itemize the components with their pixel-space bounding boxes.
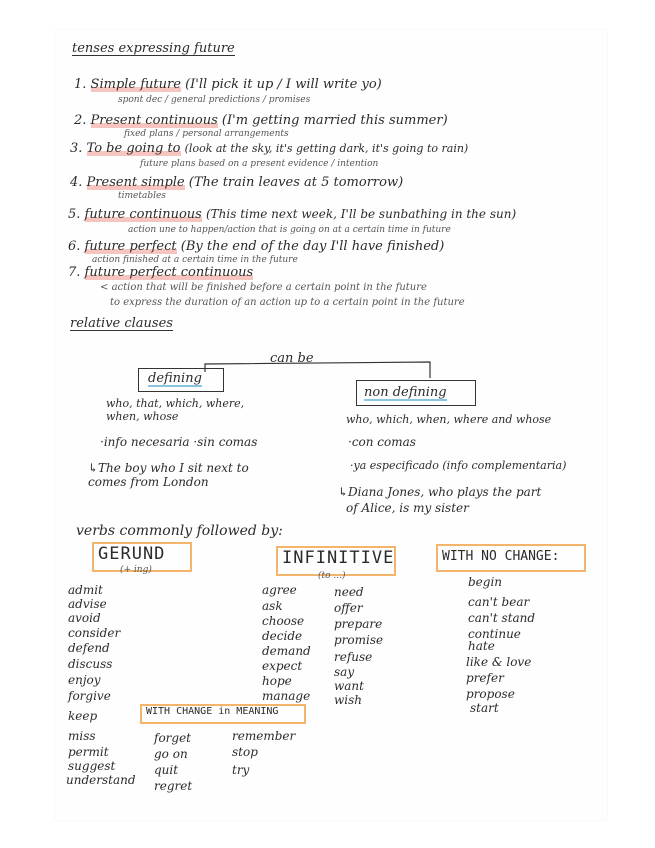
no-change-item: continue [468, 627, 521, 641]
gerund-item: enjoy [68, 673, 101, 687]
non-defining-pronouns: who, which, when, where and whose [346, 413, 552, 426]
with-change-item: remember [232, 729, 296, 743]
defining-info: ·info necesaria ·sin comas [100, 435, 258, 449]
fpc-note-2: to express the duration of an action up to a certain point in the future [110, 297, 465, 308]
tense-name: To be going to [86, 141, 181, 156]
page-title: tenses expressing future [72, 41, 235, 56]
with-change-item: try [232, 763, 250, 777]
infinitive-note: (to ...) [318, 571, 346, 581]
non-defining-label: non defining [364, 385, 447, 400]
with-change-label: WITH CHANGE in MEANING [146, 706, 279, 717]
non-defining-example-2: of Alice, is my sister [346, 501, 469, 515]
no-change-label: WITH NO CHANGE: [442, 549, 560, 564]
fpc-note-1: < action that will be finished before a certain point in the future [100, 282, 427, 293]
tense-2-note: fixed plans / personal arrangements [124, 129, 289, 139]
with-change-item: stop [232, 745, 258, 759]
defining-pronouns-2: when, whose [106, 410, 179, 423]
tense-4-note: timetables [118, 191, 166, 201]
gerund-item: permit [68, 745, 109, 759]
with-change-item: forget [154, 731, 192, 745]
can-be-label: can be [270, 351, 314, 366]
infinitive-item: refuse [334, 650, 373, 664]
tense-example: (This time next week, I'll be sunbathing in the sun) [206, 207, 517, 221]
infinitive-item: demand [262, 644, 311, 658]
infinitive-item: prepare [334, 617, 383, 631]
tense-name: future perfect [84, 239, 177, 254]
defining-example-1: ↳The boy who I sit next to [88, 461, 249, 475]
gerund-item: suggest [68, 759, 116, 773]
defining-label: defining [148, 371, 202, 386]
tense-number: 6. [68, 239, 81, 254]
no-change-item: hate [468, 639, 495, 653]
tense-name: future continuous [84, 207, 202, 222]
non-defining-example-1: ↳Diana Jones, who plays the part [338, 485, 542, 499]
infinitive-item: want [334, 679, 364, 693]
with-change-item: quit [154, 763, 179, 777]
gerund-item: keep [68, 709, 98, 723]
with-change-item: regret [154, 779, 193, 793]
gerund-item: defend [68, 641, 110, 655]
gerund-note: (+ ing) [120, 565, 152, 575]
infinitive-item: agree [262, 583, 297, 597]
gerund-item: advise [68, 597, 107, 611]
gerund-item: forgive [68, 689, 111, 703]
infinitive-item: manage [262, 689, 311, 703]
tense-example: (look at the sky, it's getting dark, it's going to rain) [184, 142, 469, 155]
gerund-item: discuss [68, 657, 113, 671]
tense-name: Present simple [86, 175, 185, 190]
no-change-item: like & love [466, 655, 532, 669]
gerund-item: admit [68, 583, 103, 597]
infinitive-label: INFINITIVE [282, 548, 395, 568]
tense-example: (The train leaves at 5 tomorrow) [188, 175, 404, 190]
tense-number: 5. [68, 207, 81, 222]
defining-pronouns: who, that, which, where, [106, 397, 245, 410]
fpc-note-1-text: action that will be finished before a certain point in the future [111, 282, 427, 293]
infinitive-item: decide [262, 629, 303, 643]
infinitive-item: ask [262, 599, 283, 613]
relative-clauses-title: relative clauses [70, 316, 173, 331]
infinitive-item: expect [262, 659, 303, 673]
tense-6-note: action finished at a certain time in the future [92, 255, 298, 265]
tense-number: 3. [70, 141, 83, 156]
tense-3-note: future plans based on a present evidence / intention [140, 159, 379, 169]
tense-number: 1. [74, 77, 87, 92]
non-defining-commas: ·con comas [348, 435, 416, 449]
no-change-item: begin [468, 575, 503, 589]
infinitive-item: wish [334, 693, 362, 707]
infinitive-item: hope [262, 674, 292, 688]
infinitive-item: choose [262, 614, 305, 628]
with-change-item: go on [154, 747, 188, 761]
tense-example: (I'm getting married this summer) [221, 113, 448, 128]
tense-number: 7. [68, 265, 81, 280]
no-change-item: prefer [466, 671, 504, 685]
infinitive-item: offer [334, 601, 363, 615]
gerund-item: miss [68, 729, 96, 743]
tense-example: (By the end of the day I'll have finished) [180, 239, 445, 254]
gerund-item: understand [66, 773, 136, 787]
tense-example: (I'll pick it up / I will write yo) [185, 77, 382, 92]
tense-name: Simple future [90, 77, 181, 92]
no-change-item: can't bear [468, 595, 530, 609]
no-change-item: propose [466, 687, 515, 701]
no-change-item: can't stand [468, 611, 536, 625]
gerund-label: GERUND [98, 544, 166, 564]
infinitive-item: need [334, 585, 364, 599]
defining-example-2: comes from London [88, 475, 209, 489]
infinitive-item: promise [334, 633, 384, 647]
tense-name: future perfect continuous [84, 265, 254, 280]
non-defining-info: ·ya especificado (info complementaria) [350, 459, 567, 472]
gerund-item: consider [68, 626, 121, 640]
infinitive-item: say [334, 665, 355, 679]
gerund-item: avoid [68, 611, 101, 625]
tense-name: Present continuous [90, 113, 218, 128]
verbs-heading: verbs commonly followed by: [76, 523, 283, 539]
tense-number: 4. [70, 175, 83, 190]
tense-number: 2. [74, 113, 87, 128]
tense-5-note: action une to happen/action that is going on at a certain time in future [128, 225, 451, 235]
tense-1-note: spont dec / general predictions / promises [118, 95, 311, 105]
no-change-item: start [470, 701, 499, 715]
